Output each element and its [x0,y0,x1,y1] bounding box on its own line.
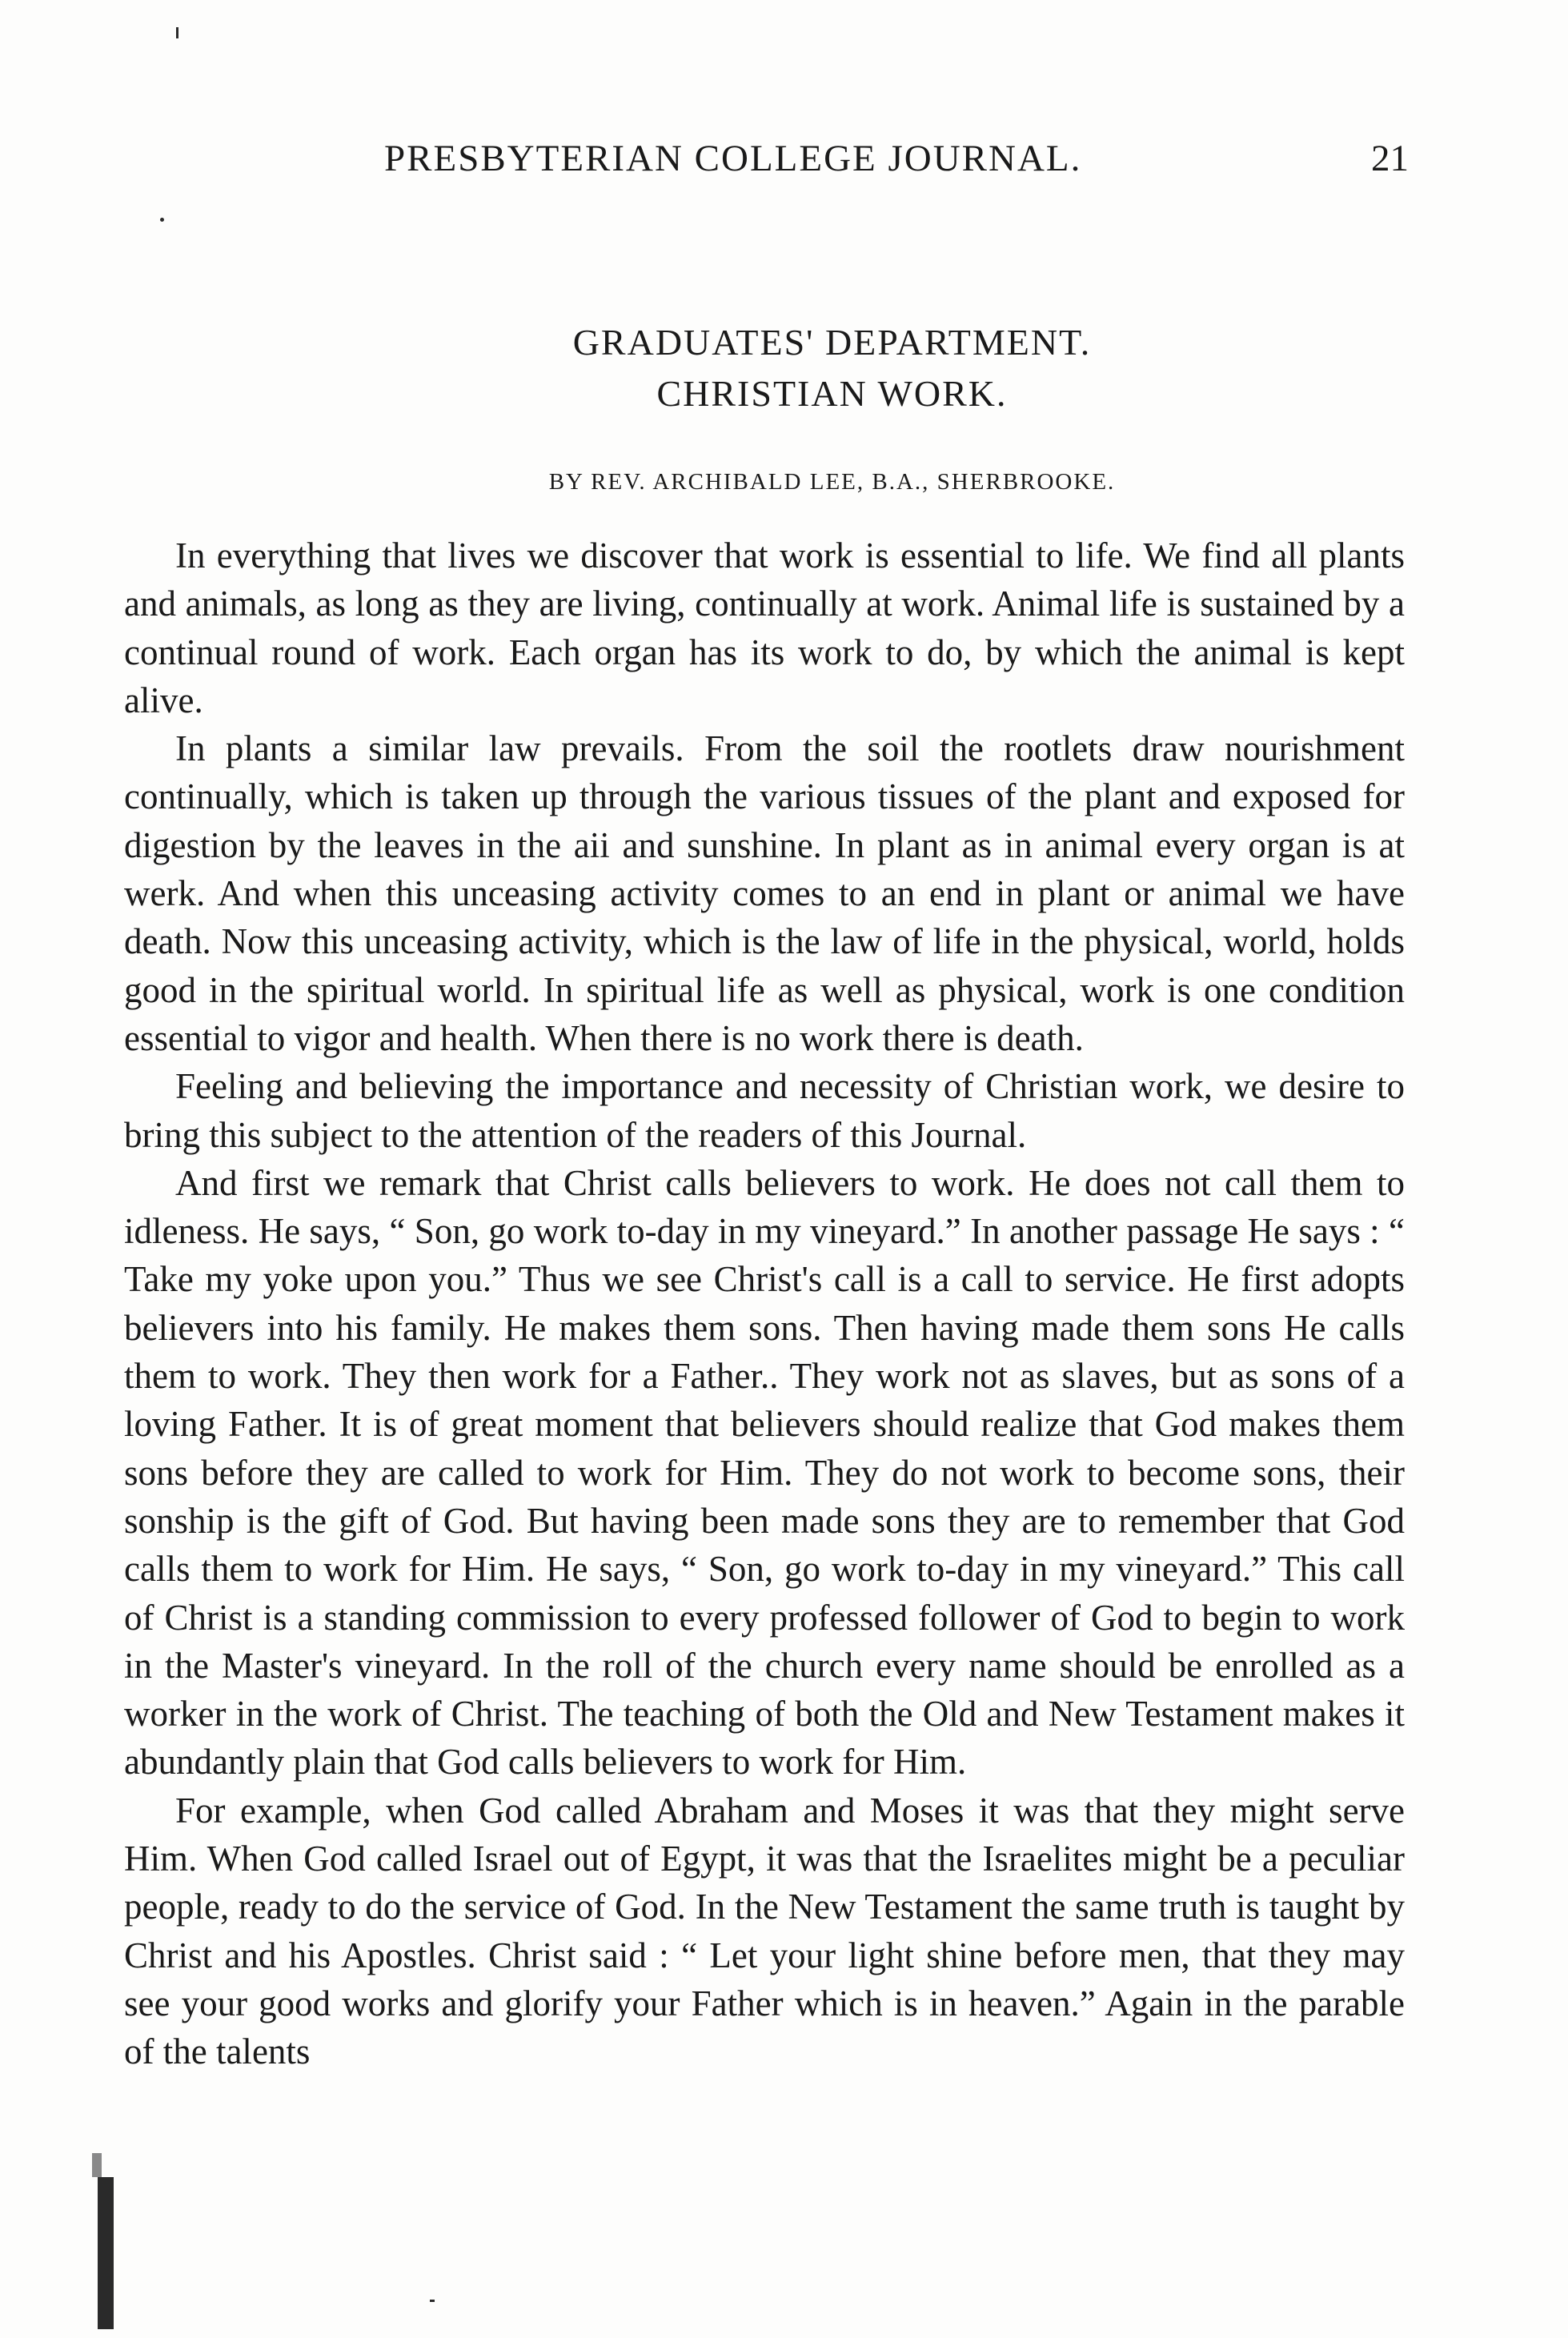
article-body [124,531,1405,2076]
running-head [120,134,1409,182]
scan-artifact [160,218,164,222]
scan-artifact [92,2153,102,2177]
paragraph: Feeling and believing the importance and necessity of Christian work, we desire to bring this subject to the attention of the readers of this Journal. [124,1066,1405,1155]
scan-artifact [176,27,178,38]
paragraph: For example, when God called Abraham and Moses it was that they might serve Him. When God called Israel out of Egypt, it was that the Israelites might be a peculiar people, ready to do the service of God. In the New Testament the same truth is taught by Christ and his Apostles. Christ said : “ Let your light shine before men, that they may see your good works and glorify your Father which is in heaven.” Again in the parable of the talents [124,1790,1405,2072]
paragraph: In plants a similar law prevails. From the soil the rootlets draw nourishment continually, which is taken up through the various tissues of the plant and exposed for digestion by the leaves in the aii and sunshine. In plant as in animal every organ is at werk. And when this unceasing activity comes to an end in plant or animal we have death. Now this unceasing activity, which is the law of life in the physical, world, holds good in the spiritual world. In spiritual life as well as physical, work is one condition essential to vigor and health. When there is no work there is death. [124,728,1405,1058]
scan-artifact [98,2177,114,2329]
paragraph: In everything that lives we discover that work is essential to life. We find all plants and animals, as long as they are living, continually at work. Animal life is sustained by a continual round of work. Each organ has its work to do, by which the animal is kept alive. [124,535,1405,720]
paragraph: And first we remark that Christ calls believers to work. He does not call them to idleness. He says, “ Son, go work to-day in my vineyard.” In another passage He says : “ Take my yoke upon you.” Thus we see Christ's call is a call to service. He first adopts believers into his family. He makes them sons. Then having made them sons He calls them to work. They then work for a Father.. They work not as slaves, but as sons of a loving Father. It is of great moment that believers should realize that God makes them sons before they are called to work for Him. They do not work to become sons, their sonship is the gift of God. But having been made sons they are to remember that God calls them to work for Him. He says, “ Son, go work to-day in my vineyard.” This call of Christ is a standing commission to every professed follower of God to begin to work in the Master's vineyard. In the roll of the church every name should be enrolled as a worker in the work of Christ. The teaching of both the Old and New Testament makes it abundantly plain that God calls believers to work for Him. [124,1162,1405,1783]
department-heading: GRADUATES' DEPARTMENT. [572,322,1092,363]
byline: BY REV. ARCHIBALD LEE, B.A., SHERBROOKE. [548,469,1116,495]
article-title: CHRISTIAN WORK. [656,373,1008,414]
page-number: 21 [1371,138,1409,179]
running-title: PRESBYTERIAN COLLEGE JOURNAL. [384,138,1082,179]
scan-artifact [430,2300,435,2302]
